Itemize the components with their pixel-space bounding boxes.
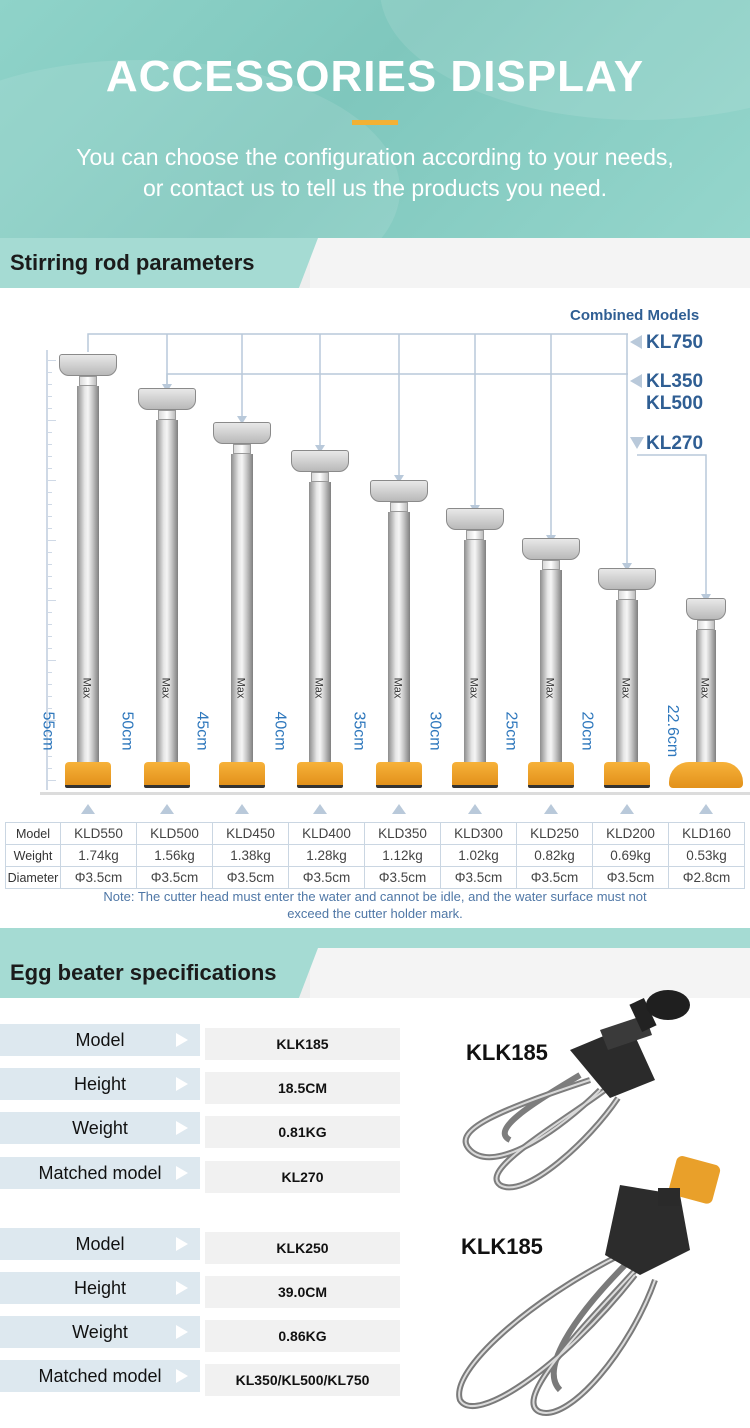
arrow-up-icon xyxy=(699,804,713,814)
rod-max-mark: Max xyxy=(234,677,247,699)
rod-head xyxy=(59,354,117,376)
ruler-tick xyxy=(46,708,52,709)
spec-key xyxy=(0,1112,200,1144)
rod-length-label: 20cm xyxy=(578,711,596,751)
caret-right-icon xyxy=(176,1281,188,1295)
rod-cap xyxy=(618,590,636,600)
spec-row xyxy=(0,1068,400,1100)
rod-head xyxy=(138,388,196,410)
spec-key-label: Weight xyxy=(72,1322,128,1342)
hero-subtitle-line2: or contact us to tell us the products you need. xyxy=(142,175,608,201)
combined-model-kl750: KL750 xyxy=(646,332,704,353)
ruler-tick xyxy=(46,456,52,457)
ruler-tick xyxy=(46,624,52,625)
ruler-tick xyxy=(46,684,52,685)
ruler-tick xyxy=(46,552,52,553)
arrow-up-icon xyxy=(313,804,327,814)
table-cell: 1.28kg xyxy=(289,845,365,867)
hero-title: ACCESSORIES DISPLAY xyxy=(105,52,645,101)
rod-base xyxy=(528,762,574,788)
rod-base xyxy=(376,762,422,788)
table-cell: Φ3.5cm xyxy=(61,867,137,889)
beater-knob xyxy=(646,990,690,1020)
usage-note xyxy=(0,888,750,922)
ruler-tick xyxy=(46,576,52,577)
table-cell: 0.53kg xyxy=(669,845,745,867)
rod-length-label: 22.6cm xyxy=(664,704,682,758)
rod-shaft xyxy=(77,386,99,762)
rod-cap xyxy=(233,444,251,454)
rod-length-label: 50cm xyxy=(118,711,136,751)
table-cell: KLD300 xyxy=(441,823,517,845)
ruler-tick xyxy=(46,480,56,481)
table-cell: KLD550 xyxy=(61,823,137,845)
ruler-tick xyxy=(46,432,52,433)
ruler-tick xyxy=(46,360,56,361)
table-cell: KLD200 xyxy=(593,823,669,845)
spec-key-label: Model xyxy=(75,1030,125,1050)
rod-shaft xyxy=(464,540,486,762)
rod-max-mark: Max xyxy=(619,677,632,699)
spec-key-label: Height xyxy=(73,1278,127,1298)
floor-line xyxy=(40,792,750,795)
rod-cap xyxy=(390,502,408,512)
rod-max-mark: Max xyxy=(80,677,93,699)
whisk-wire-highlight xyxy=(459,1255,635,1406)
spec-row xyxy=(0,1316,400,1348)
ruler-tick xyxy=(46,396,52,397)
table-cell: KLD350 xyxy=(365,823,441,845)
ruler-tick xyxy=(46,444,52,445)
rod-length-label: 55cm xyxy=(39,711,57,751)
rod-head xyxy=(598,568,656,590)
ruler-tick xyxy=(46,768,52,769)
rod-cap xyxy=(158,410,176,420)
table-cell: 1.02kg xyxy=(441,845,517,867)
table-header-diameter: Diameter xyxy=(6,867,61,889)
rod-max-mark: Max xyxy=(543,677,556,699)
whisk-wire xyxy=(533,1265,655,1413)
table-cell: Φ3.5cm xyxy=(137,867,213,889)
rod-shaft xyxy=(540,570,562,762)
rod-head xyxy=(370,480,428,502)
spec-row xyxy=(0,1157,400,1189)
ruler-tick xyxy=(46,372,52,373)
table-cell: Φ3.5cm xyxy=(365,867,441,889)
combined-model-kl500: KL500 xyxy=(646,393,704,414)
spec-key xyxy=(0,1316,200,1348)
spec-key xyxy=(0,1228,200,1260)
arrow-up-icon xyxy=(468,804,482,814)
arrow-up-icon xyxy=(160,804,174,814)
spec-value: KL350/KL500/KL750 xyxy=(205,1364,400,1396)
spec-row xyxy=(0,1272,400,1304)
spec-key-label: Matched model xyxy=(38,1366,162,1386)
spec-value: 0.86KG xyxy=(205,1320,400,1352)
rod-base xyxy=(452,762,498,788)
caret-right-icon xyxy=(176,1369,188,1383)
rod-head xyxy=(522,538,580,560)
beater2-label: KLK185 xyxy=(461,1234,543,1259)
rod-max-mark: Max xyxy=(467,677,480,699)
spec-value: 39.0CM xyxy=(205,1276,400,1308)
ruler-tick xyxy=(46,504,52,505)
table-cell: 1.38kg xyxy=(213,845,289,867)
ruler-tick xyxy=(46,420,56,421)
combined-model-kl270: KL270 xyxy=(646,433,704,454)
rod-base xyxy=(144,762,190,788)
table-cell: Φ2.8cm xyxy=(669,867,745,889)
spec-row xyxy=(0,1360,400,1392)
rod-length-label: 45cm xyxy=(193,711,211,751)
table-row-diameter xyxy=(6,867,745,889)
table-cell: KLD400 xyxy=(289,823,365,845)
rod-head xyxy=(291,450,349,472)
spec-key-label: Height xyxy=(73,1074,127,1094)
combined-model-kl350: KL350 xyxy=(646,371,704,392)
table-cell: Φ3.5cm xyxy=(593,867,669,889)
beater1-label: KLK185 xyxy=(466,1040,548,1065)
ruler-tick xyxy=(46,540,56,541)
spec-row xyxy=(0,1112,400,1144)
rod-base xyxy=(669,762,743,788)
rod-max-mark: Max xyxy=(698,677,711,699)
ruler-tick xyxy=(46,660,56,661)
arrow-up-icon xyxy=(392,804,406,814)
hero-subtitle-line1: You can choose the configuration according to your needs, xyxy=(76,144,674,170)
rod-cap xyxy=(311,472,329,482)
ruler-tick xyxy=(46,492,52,493)
table-cell: 0.82kg xyxy=(517,845,593,867)
rod-base xyxy=(65,762,111,788)
spec-value: 0.81KG xyxy=(205,1116,400,1148)
spec-row xyxy=(0,1228,400,1260)
rod-cap xyxy=(697,620,715,630)
spec-value: KL270 xyxy=(205,1161,400,1193)
rod-base xyxy=(297,762,343,788)
rod-length-label: 40cm xyxy=(271,711,289,751)
whisk-wire xyxy=(459,1255,635,1406)
table-cell: KLD500 xyxy=(137,823,213,845)
ruler-tick xyxy=(46,468,52,469)
table-header-weight: Weight xyxy=(6,845,61,867)
caret-right-icon xyxy=(176,1033,188,1047)
table-cell: Φ3.5cm xyxy=(517,867,593,889)
caret-right-icon xyxy=(176,1166,188,1180)
caret-right-icon xyxy=(176,1121,188,1135)
rod-shaft xyxy=(309,482,331,762)
spec-value: KLK185 xyxy=(205,1028,400,1060)
caret-right-icon xyxy=(176,1077,188,1091)
rod-shaft xyxy=(388,512,410,762)
rod-length-label: 30cm xyxy=(426,711,444,751)
ruler-tick xyxy=(46,600,56,601)
rod-head xyxy=(686,598,726,620)
rod-head xyxy=(446,508,504,530)
combined-models-heading: Combined Models xyxy=(570,307,700,324)
spec-key xyxy=(0,1157,200,1189)
ruler-tick xyxy=(46,612,52,613)
ruler-tick xyxy=(46,384,52,385)
table-cell: 0.69kg xyxy=(593,845,669,867)
ruler-tick xyxy=(46,408,52,409)
spec-key xyxy=(0,1024,200,1056)
table-header-model: Model xyxy=(6,823,61,845)
table-cell: Φ3.5cm xyxy=(289,867,365,889)
ruler-tick xyxy=(46,516,52,517)
rod-shaft xyxy=(156,420,178,762)
rod-max-mark: Max xyxy=(391,677,404,699)
usage-note-line1: Note: The cutter head must enter the water and cannot be idle, and the water surface must not xyxy=(103,889,647,904)
ruler-tick xyxy=(46,636,52,637)
ruler-tick xyxy=(46,528,52,529)
table-cell: 1.12kg xyxy=(365,845,441,867)
rod-cap xyxy=(542,560,560,570)
section-title: Stirring rod parameters xyxy=(10,250,255,275)
caret-right-icon xyxy=(176,1325,188,1339)
ruler-tick xyxy=(46,588,52,589)
rod-cap xyxy=(79,376,97,386)
connector-kl750 xyxy=(88,334,628,352)
rod-max-mark: Max xyxy=(312,677,325,699)
beater-stem xyxy=(658,1188,680,1206)
table-cell: 1.56kg xyxy=(137,845,213,867)
table-row-model xyxy=(6,823,745,845)
table-cell: Φ3.5cm xyxy=(213,867,289,889)
ruler-tick xyxy=(46,780,56,781)
rod-base xyxy=(604,762,650,788)
ruler-tick xyxy=(46,648,52,649)
section-title: Egg beater specifications xyxy=(10,960,277,985)
spec-key xyxy=(0,1272,200,1304)
arrow-up-icon xyxy=(235,804,249,814)
rod-shaft xyxy=(231,454,253,762)
ruler-tick xyxy=(46,756,52,757)
section-divider xyxy=(0,928,750,948)
ruler-tick xyxy=(46,564,52,565)
spec-row xyxy=(0,1024,400,1056)
rod-spec-table xyxy=(5,822,745,889)
spec-key-label: Model xyxy=(75,1234,125,1254)
spec-key xyxy=(0,1360,200,1392)
arrow-up-icon xyxy=(81,804,95,814)
usage-note-line2: exceed the cutter holder mark. xyxy=(287,906,463,921)
rod-head xyxy=(213,422,271,444)
caret-right-icon xyxy=(176,1237,188,1251)
table-cell: KLD250 xyxy=(517,823,593,845)
spec-value: KLK250 xyxy=(205,1232,400,1264)
spec-key-label: Weight xyxy=(72,1118,128,1138)
table-cell: KLD450 xyxy=(213,823,289,845)
rod-length-label: 25cm xyxy=(502,711,520,751)
connector-kl350 xyxy=(167,374,628,384)
rod-max-mark: Max xyxy=(159,677,172,699)
arrow-up-icon xyxy=(544,804,558,814)
table-cell: Φ3.5cm xyxy=(441,867,517,889)
ruler-tick xyxy=(46,672,52,673)
spec-key-label: Matched model xyxy=(38,1163,162,1183)
rod-length-label: 35cm xyxy=(350,711,368,751)
spec-value: 18.5CM xyxy=(205,1072,400,1104)
table-row-weight xyxy=(6,845,745,867)
rod-base xyxy=(219,762,265,788)
table-cell: KLD160 xyxy=(669,823,745,845)
ruler-tick xyxy=(46,696,52,697)
arrow-up-icon xyxy=(620,804,634,814)
rod-cap xyxy=(466,530,484,540)
spec-key xyxy=(0,1068,200,1100)
egg-beater-klk250-image xyxy=(440,1150,750,1428)
whisk-wire-highlight xyxy=(533,1265,655,1413)
table-cell: 1.74kg xyxy=(61,845,137,867)
